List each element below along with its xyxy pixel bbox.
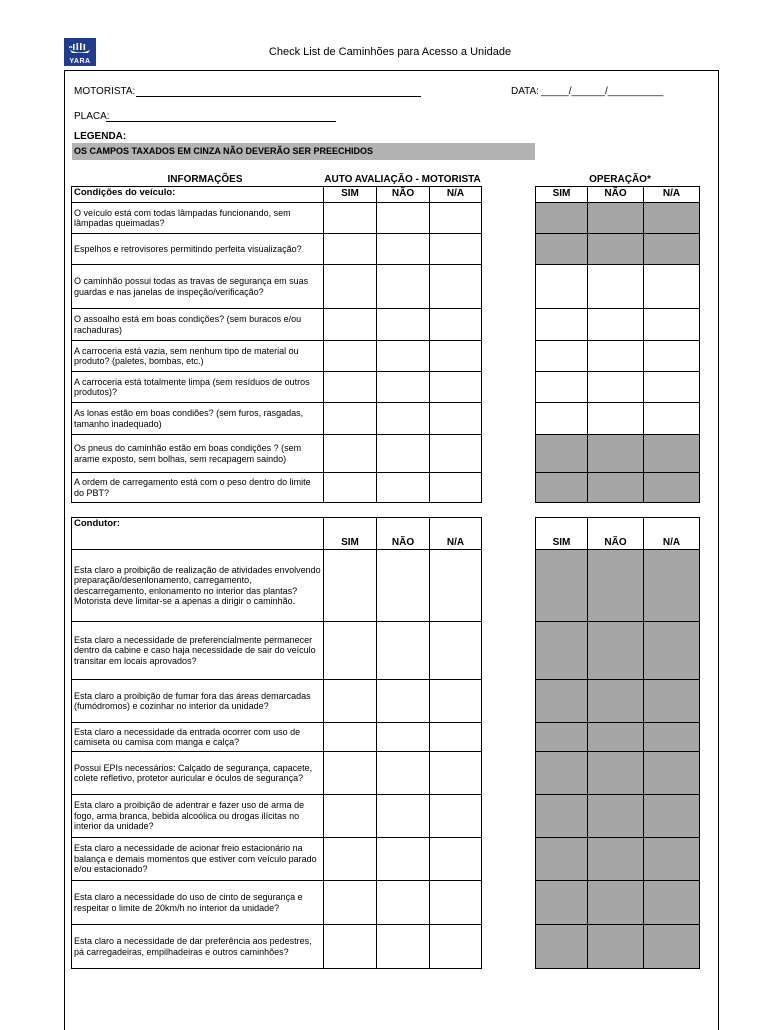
veiculo-question: Espelhos e retrovisores permitindo perfeita visualização? [72, 234, 324, 265]
table-row [72, 341, 482, 372]
condutor-sim-checkbox[interactable] [324, 550, 377, 622]
nao-column-header: NÃO [377, 518, 430, 550]
condutor-op-nao-cell [588, 723, 644, 752]
veiculo-op-nao-cell [588, 473, 644, 503]
condutor-op-sim-cell [536, 752, 588, 795]
veiculo-section-title: Condições do veículo: [72, 187, 324, 203]
sim-column-header: SIM [324, 518, 377, 550]
condutor-question: Esta claro a necessidade de dar preferência aos pedestres, pá carregadeiras, empilhadeiras e outros caminhões? [72, 925, 324, 969]
veiculo-nao-checkbox[interactable] [377, 435, 430, 473]
condutor-na-checkbox[interactable] [430, 622, 482, 680]
veiculo-nao-checkbox[interactable] [377, 309, 430, 341]
veiculo-op-sim-cell[interactable] [536, 265, 588, 309]
data-label: DATA: [511, 86, 539, 97]
veiculo-nao-checkbox[interactable] [377, 203, 430, 234]
veiculo-sim-checkbox[interactable] [324, 341, 377, 372]
veiculo-nao-checkbox[interactable] [377, 473, 430, 503]
veiculo-na-checkbox[interactable] [430, 265, 482, 309]
veiculo-question: A carroceria está vazia, sem nenhum tipo de material ou produto? (paletes, bombas, etc.) [72, 341, 324, 372]
veiculo-checklist-table [71, 186, 482, 503]
na-column-header: N/A [430, 518, 482, 550]
condutor-op-nao-cell [588, 838, 644, 881]
document-title: Check List de Caminhões para Acesso a Unidade [268, 46, 512, 58]
veiculo-op-sim-cell [536, 234, 588, 265]
veiculo-op-na-cell [644, 435, 700, 473]
table-row [536, 550, 700, 622]
condutor-op-sim-cell [536, 680, 588, 723]
table-row [72, 925, 482, 969]
operacao-header: OPERAÇÃO* [589, 174, 651, 185]
veiculo-op-na-cell [644, 203, 700, 234]
veiculo-sim-checkbox[interactable] [324, 473, 377, 503]
veiculo-na-checkbox[interactable] [430, 435, 482, 473]
veiculo-op-na-cell [644, 234, 700, 265]
op-na-column-header: N/A [644, 518, 700, 550]
veiculo-op-sim-cell[interactable] [536, 372, 588, 403]
auto-avaliacao-header: AUTO AVALIAÇÃO - MOTORISTA [324, 174, 481, 185]
veiculo-nao-checkbox[interactable] [377, 403, 430, 435]
veiculo-na-checkbox[interactable] [430, 403, 482, 435]
condutor-sim-checkbox[interactable] [324, 752, 377, 795]
condutor-op-sim-cell [536, 925, 588, 969]
veiculo-op-nao-cell [588, 435, 644, 473]
table-row [536, 309, 700, 341]
condutor-op-nao-cell [588, 795, 644, 838]
veiculo-operacao-table [535, 186, 700, 503]
condutor-na-checkbox[interactable] [430, 680, 482, 723]
condutor-op-nao-cell [588, 881, 644, 925]
logo-text: YARA [69, 58, 91, 65]
condutor-nao-checkbox[interactable] [377, 925, 430, 969]
condutor-op-na-cell [644, 622, 700, 680]
condutor-sim-checkbox[interactable] [324, 925, 377, 969]
legenda-label: LEGENDA: [74, 131, 127, 142]
veiculo-nao-checkbox[interactable] [377, 234, 430, 265]
veiculo-op-sim-cell [536, 203, 588, 234]
condutor-op-sim-cell [536, 622, 588, 680]
veiculo-question: Os pneus do caminhão estão em boas condições ? (sem arame exposto, sem bolhas, sem recapagem saindo) [72, 435, 324, 473]
veiculo-op-sim-cell[interactable] [536, 403, 588, 435]
condutor-op-na-cell [644, 680, 700, 723]
veiculo-na-checkbox[interactable] [430, 341, 482, 372]
condutor-nao-checkbox[interactable] [377, 752, 430, 795]
condutor-sim-checkbox[interactable] [324, 795, 377, 838]
veiculo-na-checkbox[interactable] [430, 234, 482, 265]
table-row [536, 341, 700, 372]
table-row [536, 473, 700, 503]
condutor-op-nao-cell [588, 752, 644, 795]
condutor-nao-checkbox[interactable] [377, 795, 430, 838]
condutor-nao-checkbox[interactable] [377, 550, 430, 622]
table-row [72, 372, 482, 403]
veiculo-op-sim-cell[interactable] [536, 309, 588, 341]
veiculo-question: O caminhão possui todas as travas de segurança em suas guardas e nas janelas de inspeção/verificação? [72, 265, 324, 309]
condutor-op-sim-cell [536, 795, 588, 838]
op-nao-column-header: NÃO [588, 187, 644, 203]
table-row [536, 723, 700, 752]
veiculo-nao-checkbox[interactable] [377, 372, 430, 403]
condutor-op-na-cell [644, 881, 700, 925]
nao-column-header: NÃO [377, 187, 430, 203]
condutor-op-nao-cell [588, 925, 644, 969]
condutor-op-na-cell [644, 925, 700, 969]
op-sim-column-header: SIM [536, 518, 588, 550]
veiculo-sim-checkbox[interactable] [324, 203, 377, 234]
condutor-question: Esta claro a proibição de fumar fora das áreas demarcadas (fumódromos) e cozinhar no interior da unidade? [72, 680, 324, 723]
veiculo-na-checkbox[interactable] [430, 309, 482, 341]
table-row [72, 795, 482, 838]
condutor-checklist-table [71, 517, 482, 969]
sim-column-header: SIM [324, 187, 377, 203]
veiculo-op-sim-cell[interactable] [536, 341, 588, 372]
veiculo-nao-checkbox[interactable] [377, 265, 430, 309]
table-row [72, 265, 482, 309]
motorista-label: MOTORISTA: [74, 86, 136, 97]
condutor-op-nao-cell [588, 550, 644, 622]
condutor-sim-checkbox[interactable] [324, 881, 377, 925]
informacoes-header: INFORMAÇÕES [167, 174, 243, 185]
table-row [536, 622, 700, 680]
table-row [72, 622, 482, 680]
veiculo-op-na-cell[interactable] [644, 265, 700, 309]
condutor-na-checkbox[interactable] [430, 881, 482, 925]
condutor-na-checkbox[interactable] [430, 550, 482, 622]
condutor-op-nao-cell [588, 680, 644, 723]
veiculo-sim-checkbox[interactable] [324, 403, 377, 435]
condutor-question: Esta claro a necessidade da entrada ocorrer com uso de camiseta ou camisa com manga e calça? [72, 723, 324, 752]
veiculo-op-na-cell [644, 473, 700, 503]
condutor-op-na-cell [644, 838, 700, 881]
condutor-op-nao-cell [588, 622, 644, 680]
table-row [536, 925, 700, 969]
table-row [72, 203, 482, 234]
table-row [536, 680, 700, 723]
table-row [536, 265, 700, 309]
table-row [536, 795, 700, 838]
veiculo-op-nao-cell[interactable] [588, 341, 644, 372]
table-row [536, 372, 700, 403]
condutor-question: Esta claro a necessidade do uso de cinto de segurança e respeitar o limite de 20km/h no interior da unidade? [72, 881, 324, 925]
condutor-nao-checkbox[interactable] [377, 838, 430, 881]
veiculo-op-nao-cell [588, 234, 644, 265]
table-row [536, 881, 700, 925]
table-row [536, 234, 700, 265]
condutor-operacao-table [535, 517, 700, 969]
condutor-op-sim-cell [536, 723, 588, 752]
condutor-na-checkbox[interactable] [430, 838, 482, 881]
condutor-op-na-cell [644, 795, 700, 838]
condutor-sim-checkbox[interactable] [324, 723, 377, 752]
table-row [72, 234, 482, 265]
condutor-nao-checkbox[interactable] [377, 622, 430, 680]
veiculo-op-nao-cell[interactable] [588, 403, 644, 435]
veiculo-question: As lonas estão em boas condiões? (sem furos, rasgadas, tamanho inadequado) [72, 403, 324, 435]
table-row [72, 881, 482, 925]
condutor-question: Esta claro a proibição de adentrar e fazer uso de arma de fogo, arma branca, bebida alcoólica ou drogas ilícitas no interior da unidade? [72, 795, 324, 838]
op-sim-column-header: SIM [536, 187, 588, 203]
table-row [536, 838, 700, 881]
op-na-column-header: N/A [644, 187, 700, 203]
na-column-header: N/A [430, 187, 482, 203]
veiculo-sim-checkbox[interactable] [324, 372, 377, 403]
legenda-note: OS CAMPOS TAXADOS EM CINZA NÃO DEVERÃO SER PREECHIDOS [72, 143, 535, 160]
veiculo-nao-checkbox[interactable] [377, 341, 430, 372]
veiculo-na-checkbox[interactable] [430, 372, 482, 403]
condutor-na-checkbox[interactable] [430, 723, 482, 752]
condutor-op-sim-cell [536, 838, 588, 881]
condutor-nao-checkbox[interactable] [377, 723, 430, 752]
veiculo-sim-checkbox[interactable] [324, 234, 377, 265]
condutor-op-sim-cell [536, 881, 588, 925]
motorista-field[interactable] [136, 96, 421, 97]
table-row [72, 435, 482, 473]
table-row [72, 309, 482, 341]
condutor-question: Esta claro a proibição de realização de atividades envolvendo preparação/desenlonamento, carregamento, descarregamento, enlonamento no interior das plantas? Motorista deve limitar-se a apenas a dirigir o caminhão. [72, 550, 324, 622]
condutor-question: Possui EPIs necessários: Calçado de segurança, capacete, colete refletivo, protetor auricular e óculos de segurança? [72, 752, 324, 795]
table-row [536, 752, 700, 795]
veiculo-op-sim-cell [536, 435, 588, 473]
veiculo-na-checkbox[interactable] [430, 203, 482, 234]
table-row [72, 550, 482, 622]
condutor-sim-checkbox[interactable] [324, 622, 377, 680]
veiculo-op-na-cell[interactable] [644, 372, 700, 403]
condutor-question: Esta claro a necessidade de preferencialmente permanecer dentro da cabine e caso haja necessidade de sair do veículo transitar em locais aprovados? [72, 622, 324, 680]
veiculo-op-nao-cell[interactable] [588, 372, 644, 403]
veiculo-question: O veículo está com todas lâmpadas funcionando, sem lâmpadas queimadas? [72, 203, 324, 234]
table-row [72, 473, 482, 503]
condutor-section-title: Condutor: [72, 518, 324, 550]
condutor-na-checkbox[interactable] [430, 795, 482, 838]
veiculo-op-na-cell[interactable] [644, 341, 700, 372]
veiculo-sim-checkbox[interactable] [324, 265, 377, 309]
condutor-na-checkbox[interactable] [430, 752, 482, 795]
table-row [536, 435, 700, 473]
condutor-op-sim-cell [536, 550, 588, 622]
condutor-nao-checkbox[interactable] [377, 881, 430, 925]
veiculo-question: A carroceria está totalmente limpa (sem resíduos de outros produtos)? [72, 372, 324, 403]
condutor-nao-checkbox[interactable] [377, 680, 430, 723]
veiculo-sim-checkbox[interactable] [324, 435, 377, 473]
table-row [72, 838, 482, 881]
veiculo-question: A ordem de carregamento está com o peso dentro do limite do PBT? [72, 473, 324, 503]
data-field[interactable]: _____/______/__________ [541, 86, 664, 97]
op-nao-column-header: NÃO [588, 518, 644, 550]
veiculo-op-nao-cell[interactable] [588, 265, 644, 309]
condutor-sim-checkbox[interactable] [324, 838, 377, 881]
condutor-sim-checkbox[interactable] [324, 680, 377, 723]
placa-field[interactable] [106, 121, 336, 122]
veiculo-sim-checkbox[interactable] [324, 309, 377, 341]
veiculo-question: O assoalho está em boas condições? (sem buracos e/ou rachaduras) [72, 309, 324, 341]
table-row [536, 203, 700, 234]
condutor-question: Esta claro a necessidade de acionar freio estacionário na balança e demais momentos que estiver com veículo parado e/ou estacionado? [72, 838, 324, 881]
condutor-op-na-cell [644, 752, 700, 795]
veiculo-op-nao-cell [588, 203, 644, 234]
table-row [72, 752, 482, 795]
condutor-op-na-cell [644, 550, 700, 622]
veiculo-op-sim-cell [536, 473, 588, 503]
veiculo-na-checkbox[interactable] [430, 473, 482, 503]
placa-label: PLACA: [74, 111, 110, 122]
table-row [72, 680, 482, 723]
condutor-op-na-cell [644, 723, 700, 752]
veiculo-op-na-cell[interactable] [644, 403, 700, 435]
table-row [536, 403, 700, 435]
veiculo-op-na-cell[interactable] [644, 309, 700, 341]
table-row [72, 403, 482, 435]
table-row [72, 723, 482, 752]
veiculo-op-nao-cell[interactable] [588, 309, 644, 341]
condutor-na-checkbox[interactable] [430, 925, 482, 969]
